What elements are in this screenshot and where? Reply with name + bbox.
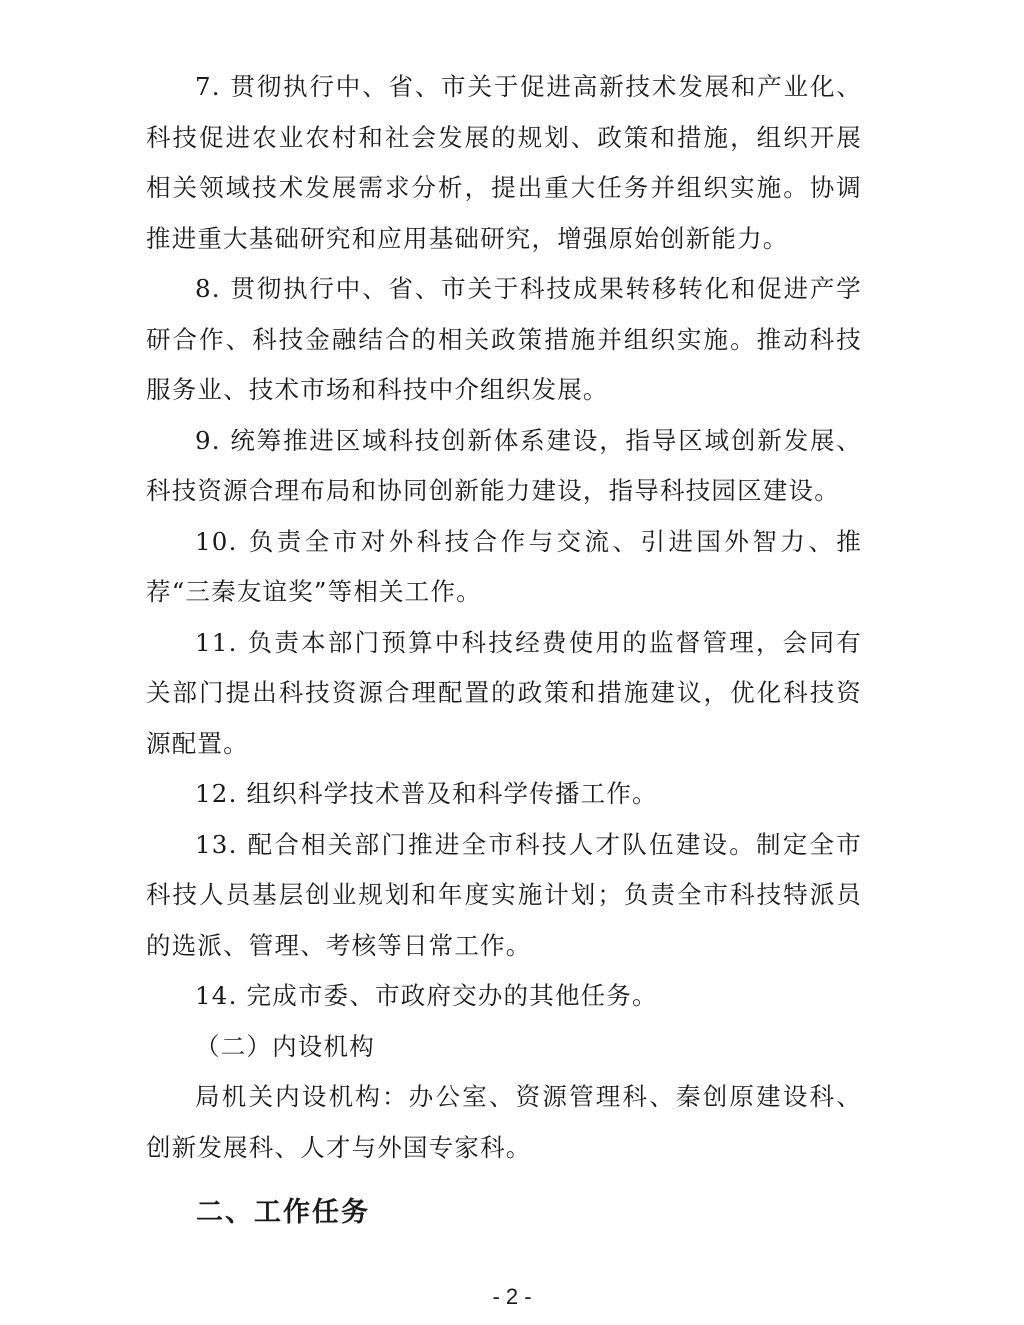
duty-item-10: 10. 负责全市对外科技合作与交流、引进国外智力、推荐“三秦友谊奖”等相关工作。 — [146, 526, 862, 606]
section-heading: 二、工作任务 — [196, 1197, 370, 1228]
subsection-title: （二）内设机构 — [195, 1031, 375, 1061]
duty-item-12: 12. 组织科学技术普及和科学传播工作。 — [195, 779, 658, 808]
subsection-text: 局机关内设机构：办公室、资源管理科、秦创原建设科、创新发展科、人才与外国专家科。 — [146, 1082, 862, 1162]
duty-item-9: 9. 统筹推进区域科技创新体系建设，指导区域创新发展、科技资源合理布局和协同创新能力建设，指导科技园区建设。 — [146, 425, 862, 505]
document-body — [146, 62, 862, 1173]
duty-item-11: 11. 负责本部门预算中科技经费使用的监督管理，会同有关部门提出科技资源合理配置的政策和措施建议，优化科技资源配置。 — [146, 627, 862, 758]
duty-item-13: 13. 配合相关部门推进全市科技人才队伍建设。制定全市科技人员基层创业规划和年度实施计划；负责全市科技特派员的选派、管理、考核等日常工作。 — [146, 829, 862, 960]
duty-item-7: 7. 贯彻执行中、省、市关于促进高新技术发展和产业化、科技促进农业农村和社会发展的规划、政策和措施，组织开展相关领域技术发展需求分析，提出重大任务并组织实施。协调推进重大基础研究和应用基础研究，增强原始创新能力。 — [146, 72, 862, 253]
page-number: - 2 - — [492, 1284, 532, 1309]
duty-item-8: 8. 贯彻执行中、省、市关于科技成果转移转化和促进产学研合作、科技金融结合的相关政策措施并组织实施。推动科技服务业、技术市场和科技中介组织发展。 — [146, 274, 862, 404]
duty-item-14: 14. 完成市委、市政府交办的其他任务。 — [195, 981, 658, 1010]
